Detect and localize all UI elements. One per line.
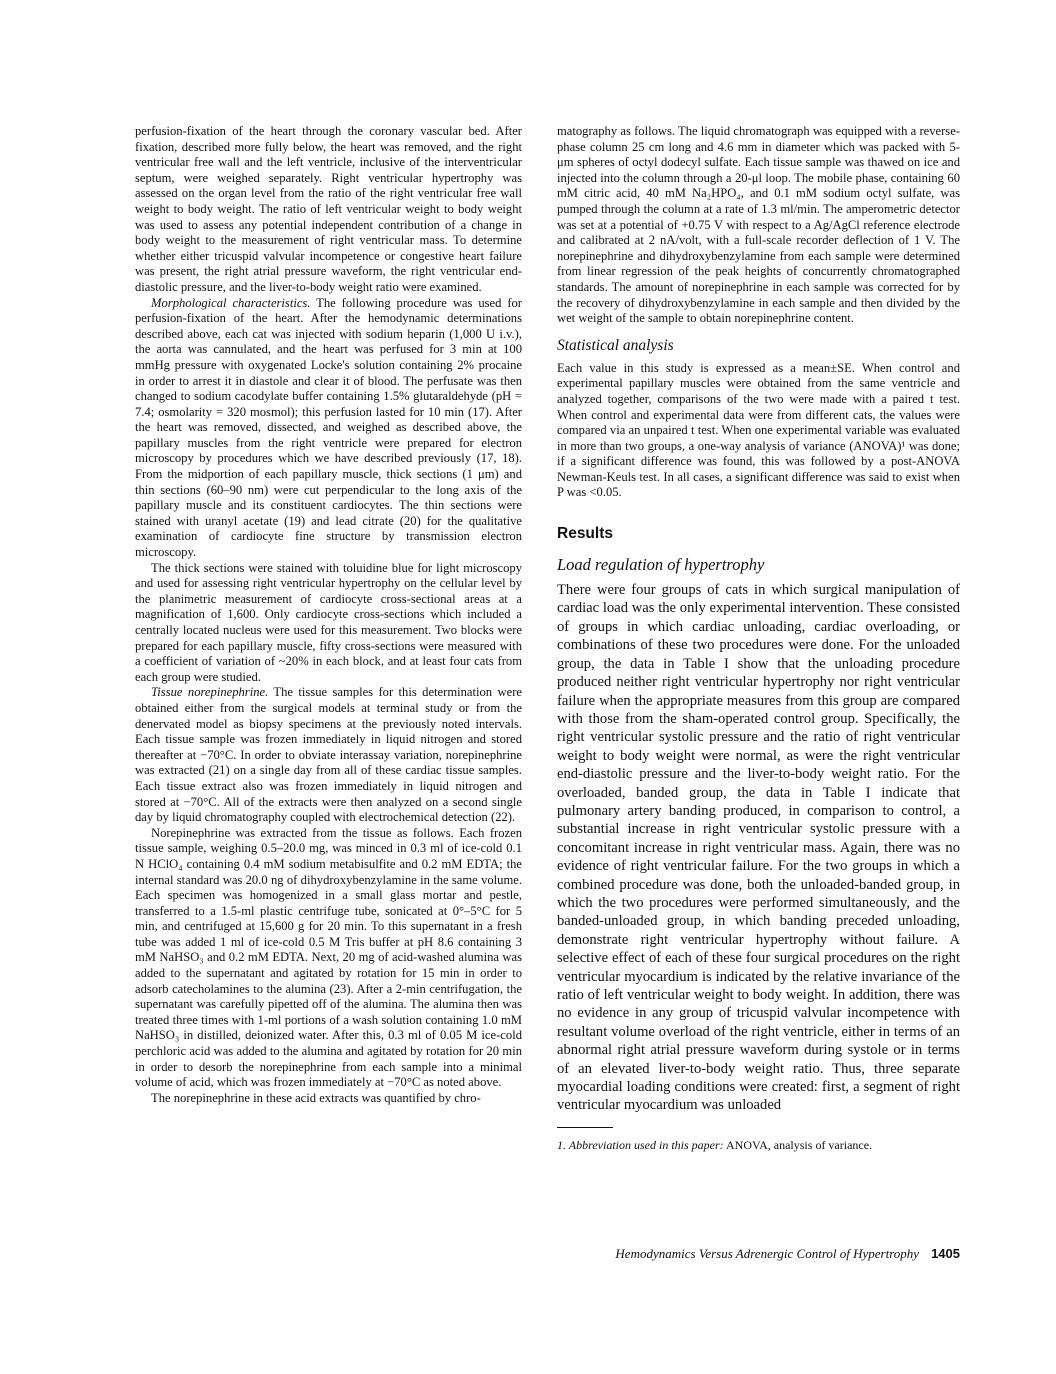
running-title: Hemodynamics Versus Adrenergic Control of Hypertrophy [615,1246,920,1261]
paragraph-morphological [135,296,522,561]
runin-heading-morphological: Morphological characteristics. [151,295,311,310]
paragraph-load-regulation: There were four groups of cats in which surgical manipulation of cardiac load was the only experimental intervention. These consisted of groups in which cardiac unloading, cardiac overloading, or combinations of these two procedures were done. For the unloaded group, the data in Table I show that the unloading procedure produced neither right ventricular hypertrophy nor right ventricular failure when the appropriate measures from this group are compared with those from the sham-operated control group. Specifically, the right ventricular systolic pressure and the ratio of right ventricular weight to body weight were normal, as were the right ventricular end-diastolic pressure and the liver-to-body weight ratio. For the overloaded, banded group, the data in Table I indicate that pulmonary artery banding produced, in comparison to control, a substantial increase in right ventricular systolic pressure with a concomitant increase in right ventricular mass. Again, there was no evidence of right ventricular failure. For the two groups in which a combined procedure was done, both the unloaded-banded group, in which the two procedures were performed simultaneously, and the banded-unloaded group, in which banding preceded unloading, demonstrate right ventricular hypertrophy without failure. A selective effect of each of these four surgical procedures on the right ventricular myocardium is indicated by the relative invariance of the ratio of left ventricular weight to body weight. In addition, there was no evidence in any group of tricuspid valvular incompetence with resultant volume overload of the right ventricle, either in terms of an abnormal right atrial pressure waveform during systole or in terms of an elevated liver-to-body weight ratio. Thus, three separate myocardial loading conditions were created: first, a segment of right ventricular myocardium was unloaded [557,582,960,1114]
paragraph-procedure-intro: perfusion-fixation of the heart through the coronary vascular bed. After fixation, described more fully below, the heart was removed, and the right ventricular free wall and the left ventricle, inclusive of the interventricular septum, were weighed separately. Right ventricular hypertrophy was assessed on the organ level from the ratio of the right ventricular free wall weight to body weight. The ratio of left ventricular weight to body weight was used to assess any potential independent contribution of a change in body weight to the measurement of right ventricular mass. To determine whether either tricuspid valvular incompetence or congestive heart failure was present, the right atrial pressure waveform, the right ventricular end-diastolic pressure, and the liver-to-body weight ratio were examined. [135,124,522,294]
paragraph-morphological-text: The following procedure was used for perfusion-fixation of the heart. After the hemodynamic determinations described above, each cat was injected with sodium heparin (1,000 U i.v.), the aorta was cannulated, and the heart was perfused for 3 min at 100 mmHg pressure with oxygenated Locke's solution containing 2% procaine in order to arrest it in diastole and clear it of blood. The perfusate was then changed to sodium cacodylate buffer containing 1.5% glutaraldehyde (pH = 7.4; osmolarity = 320 mosmol); this perfusion lasted for 10 min (17). After the heart was removed, dissected, and weighed as described above, the papillary muscles from the right ventricle were prepared for electron microscopy by procedures which we have described previously (17, 18). From the midportion of each papillary muscle, thick sections (1 μm) and thin sections (60–90 nm) were cut perpendicular to the long axis of the papillary muscle and its constituent cardiocytes. The thin sections were stained with uranyl acetate (19) and lead citrate (20) for the qualitative examination of cardiocyte fine structure by transmission electron microscopy. [135,295,523,560]
heading-statistical-analysis: Statistical analysis [557,336,674,354]
paragraph-statistics: Each value in this study is expressed as a mean±SE. When control and experimental papillary muscles were obtained from the same ventricle and analyzed together, comparisons of the two were made with a paired t test. When control and experimental data were from different cats, the values were compared via an unpaired t test. When one experimental variable was evaluated in more than two groups, a one-way analysis of variance (ANOVA)¹ was done; if a significant difference was found, this was followed by a post-ANOVA Newman-Keuls test. In all cases, a significant difference was said to exist when P was <0.05. [557,360,960,500]
paragraph-quantification: The norepinephrine in these acid extracts was quantified by chro- [151,1090,481,1105]
page-number: 1405 [931,1246,960,1261]
running-footer [540,1246,960,1262]
runin-heading-tissue-norepinephrine: Tissue norepinephrine. [151,685,269,700]
footnote-label: 1. Abbreviation used in this paper: [557,1137,724,1152]
footnote-divider [557,1127,613,1128]
heading-load-regulation: Load regulation of hypertrophy [557,555,765,575]
paragraph-thick-sections: The thick sections were stained with toluidine blue for light microscopy and used for assessing right ventricular hypertrophy on the cellular level by the planimetric measurement of cardiocyte cross-sectional areas at a magnification of 1,600. Only cardiocyte cross-sections which included a centrally located nucleus were used for this measurement. Two blocks were prepared for each papillary muscle, fifty cross-sections were measured with a coefficient of variation of ~20% in each block, and at least four cats from each group were studied. [135,560,522,684]
paragraph-tissue-norepinephrine [135,685,522,825]
footnote-text: ANOVA, analysis of variance. [723,1137,873,1152]
paragraph-chromatography: matography as follows. The liquid chromatograph was equipped with a reverse-phase column 25 cm long and 4.6 mm in diameter which was packed with 5-μm spheres of octyl dodecyl sulfate. Each tissue sample was thawed on ice and injected into the column through a 20-μl loop. The mobile phase, containing 60 mM citric acid, 40 mM Na₂HPO₄, and 0.1 mM sodium octyl sulfate, was pumped through the column at a rate of 1.3 ml/min. The amperometric detector was set at a potential of +0.75 V with respect to a Ag/AgCl reference electrode and calibrated at 2 nA/volt, with a full-scale recorder deflection of 1 V. The norepinephrine and dihydroxybenzylamine from each sample were determined from linear regression of the peak heights of concurrently chromatographed standards. The amount of norepinephrine in each sample was corrected for by the recovery of dihydroxybenzylamine in each sample and then divided by the wet weight of the sample to obtain norepinephrine content. [557,124,960,326]
heading-results: Results [557,525,613,543]
left-column [135,124,522,1106]
paragraph-tissue-norepinephrine-text: The tissue samples for this determination were obtained either from the surgical models at terminal study or from the denervated model as biopsy specimens at the previously noted intervals. Each tissue sample was frozen immediately in liquid nitrogen and stored thereafter at −70°C. In order to obviate interassay variation, norepinephrine was extracted (21) on a single day from all of these cardiac tissue samples. Each tissue extract also was frozen immediately in liquid nitrogen and stored at −70°C. All of the extracts were then analyzed on a second single day by liquid chromatography coupled with electrochemical detection (22). [135,685,522,825]
paragraph-extraction: Norepinephrine was extracted from the tissue as follows. Each frozen tissue sample, weighing 0.5–20.0 mg, was minced in 0.3 ml of ice-cold 0.1 N HClO₄ containing 0.4 mM sodium metabisulfite and 0.2 mM EDTA; the internal standard was 20.0 ng of dihydroxybenzylamine in the same volume. Each specimen was homogenized in a small glass mortar and pestle, transferred to a 1.5-ml plastic centrifuge tube, sonicated at 0°–5°C for 5 min, and centrifuged at 15,600 g for 20 min. To this supernatant in a fresh tube was added 1 ml of ice-cold 0.5 M Tris buffer at pH 8.6 containing 3 mM NaHSO₃ and 0.2 mM EDTA. Next, 20 mg of acid-washed alumina was added to the supernatant and agitated by rotation for 15 min in order to adsorb catecholamines to the alumina (23). After a 2-min centrifugation, the supernatant was carefully pipetted off of the alumina. The alumina then was treated three times with 1-ml portions of a wash solution containing 1.0 mM NaHSO₃ in distilled, deionized water. After this, 0.3 ml of 0.05 M ice-cold perchloric acid was added to the alumina and agitated by rotation for 20 min in order to desorb the norepinephrine from each sample into a minimal volume of acid, which was frozen immediately at −70°C as noted above. [135,825,522,1090]
right-column [557,124,960,1152]
footnote [557,1138,960,1152]
